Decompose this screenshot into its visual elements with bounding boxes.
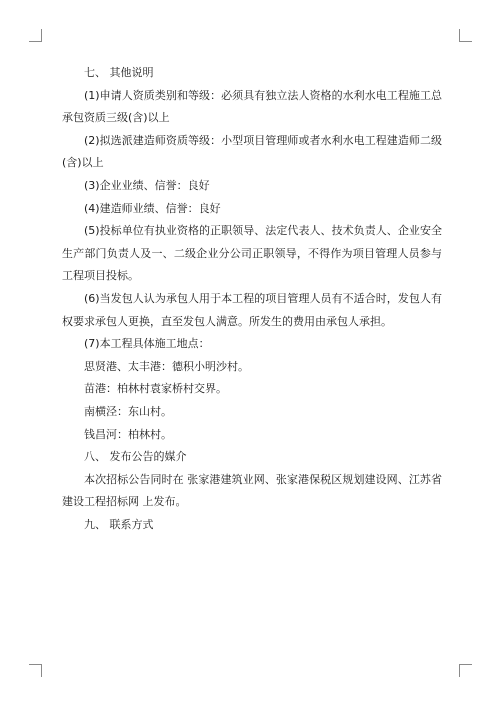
requirement-2: (2)拟选派建造师资质等级：小型项目管理师或者水利水电工程建造师二级(含)以上 [62, 133, 442, 170]
section-9-heading: 九、 联系方式 [84, 517, 154, 531]
crop-mark-bottom-left [29, 664, 42, 677]
requirement-3: (3)企业业绩、信誉：良好 [84, 178, 210, 192]
location-2: 苗港：柏林村袁家桥村交界。 [84, 382, 227, 396]
media-statement: 本次招标公告同时在 张家港建筑业网、张家港保税区规划建设网、江苏省建设工程招标网 上发布。 [62, 472, 442, 509]
requirement-6: (6)当发包人认为承包人用于本工程的项目管理人员有不适合时，发包人有权要求承包人更换，直至发包人满意。所发生的费用由承包人承担。 [62, 291, 442, 328]
crop-mark-bottom-right [459, 664, 472, 677]
requirement-1: (1)申请人资质类别和等级：必须具有独立法人资格的水利水电工程施工总承包资质三级(含)以上 [62, 88, 442, 125]
location-1: 思贤港、太丰港：德积小明沙村。 [84, 359, 249, 373]
crop-mark-top-right [459, 29, 472, 42]
section-7-heading: 七、 其他说明 [84, 66, 154, 79]
location-3: 南横泾：东山村。 [84, 404, 172, 418]
document-body [62, 62, 442, 536]
section-8-heading: 八、 发布公告的媒介 [84, 450, 187, 464]
requirement-7: (7)本工程具体施工地点： [84, 337, 210, 351]
crop-mark-top-left [29, 29, 42, 42]
location-4: 钱昌河：柏林村。 [84, 427, 172, 441]
requirement-4: (4)建造师业绩、信誉：良好 [84, 201, 221, 215]
requirement-5: (5)投标单位有执业资格的正职领导、法定代表人、技术负责人、企业安全生产部门负责人及一、二级企业分公司正职领导，不得作为项目管理人员参与工程项目投标。 [62, 224, 442, 283]
